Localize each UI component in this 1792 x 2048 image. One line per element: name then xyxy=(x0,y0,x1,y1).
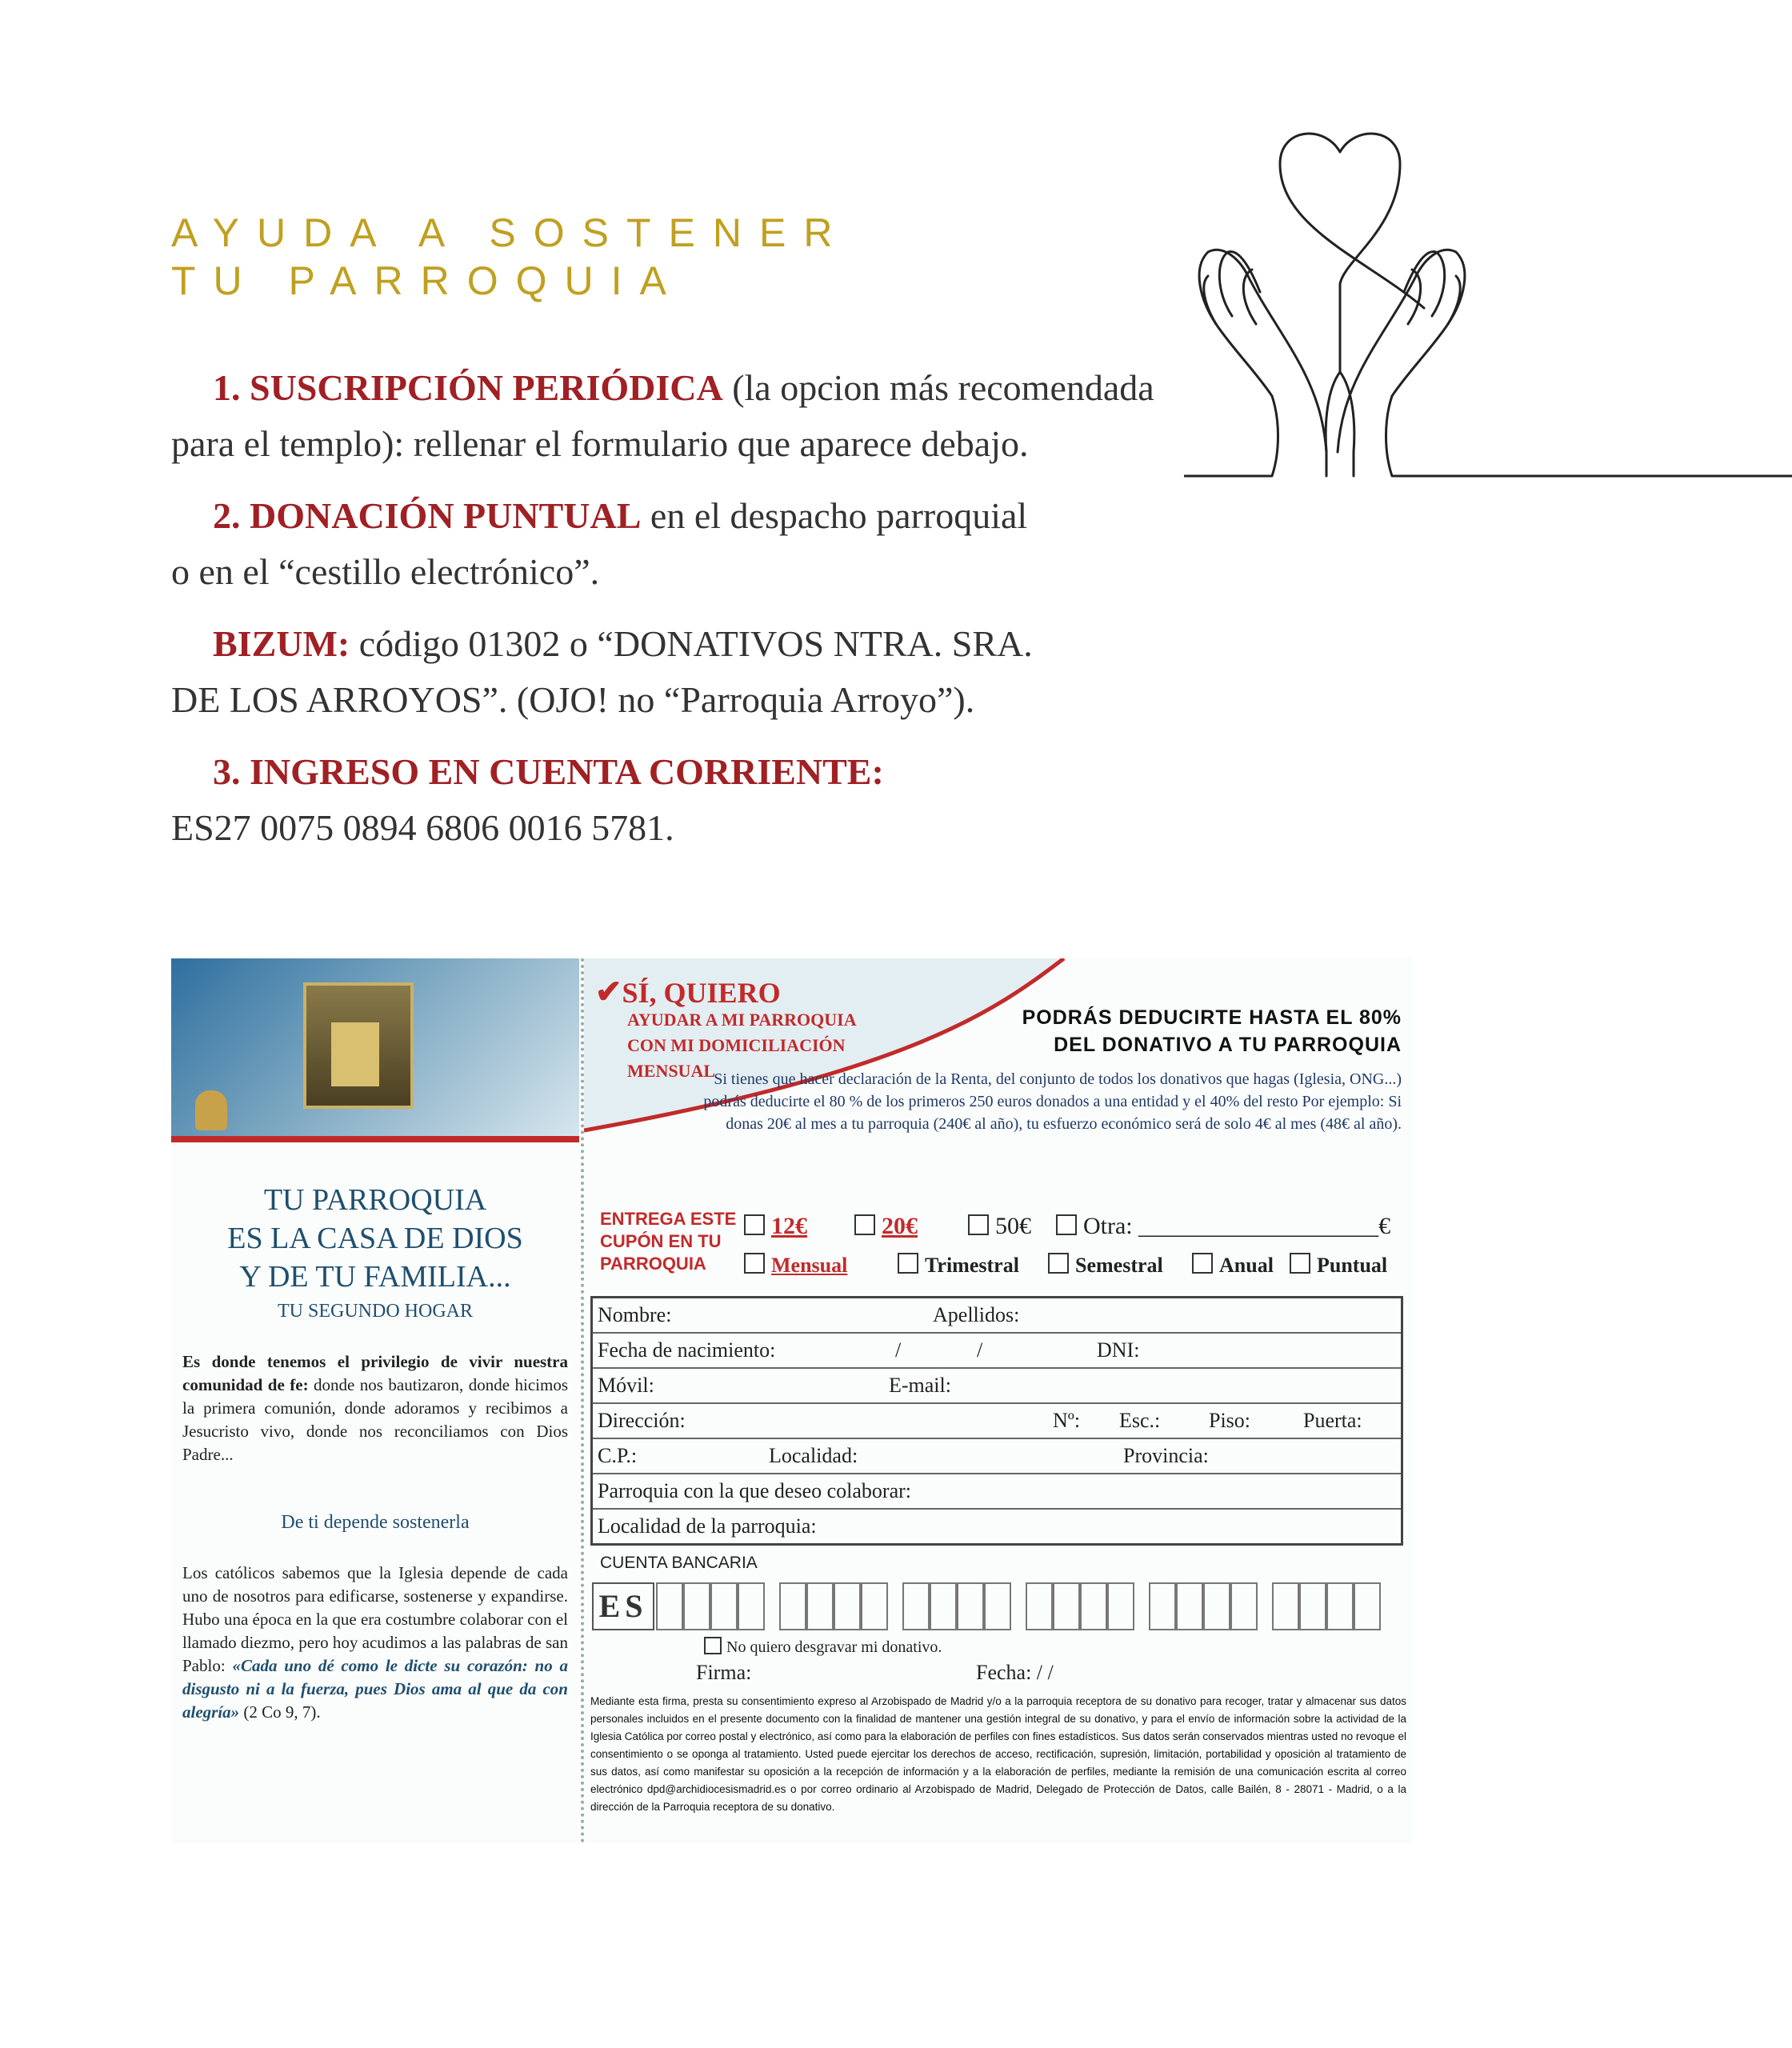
iban-number: ES27 0075 0894 6806 0016 5781. xyxy=(171,807,674,848)
iban-digit-cell[interactable] xyxy=(1026,1582,1053,1630)
tabernacle-shape xyxy=(331,1022,379,1086)
iban-digit-cell[interactable] xyxy=(930,1582,957,1630)
amount-50-checkbox[interactable] xyxy=(968,1213,1031,1240)
option-2-donation xyxy=(171,488,1307,600)
localidad-parroquia-label: Localidad de la parroquia: xyxy=(598,1514,817,1538)
row-parish-location[interactable] xyxy=(593,1510,1401,1543)
iban-digit-cell[interactable] xyxy=(806,1582,834,1630)
church-altar-photo xyxy=(171,958,579,1138)
option-3-heading: 3. INGRESO EN CUENTA CORRIENTE: xyxy=(213,751,884,792)
iban-digit-cell[interactable] xyxy=(683,1582,710,1630)
date-slash-1: / xyxy=(895,1338,902,1362)
iban-digit-cell[interactable] xyxy=(710,1582,738,1630)
option-3-bank-transfer xyxy=(171,744,1307,856)
left-body-1-bold: Es donde tenemos el privilegio de vivir nuestra comunidad de fe: xyxy=(182,1352,568,1394)
nombre-label: Nombre: xyxy=(598,1303,672,1326)
left-body-2-quote: «Cada uno dé como le dicte su corazón: no a disgusto ni a la fuerza, pues Dios ama al que da con alegría» xyxy=(182,1656,568,1722)
iban-digit-cell[interactable] xyxy=(1080,1582,1107,1630)
left-body-2 xyxy=(182,1562,568,1724)
personal-data-form xyxy=(590,1296,1403,1546)
left-title-3: Y DE TU FAMILIA... xyxy=(239,1260,511,1294)
iban-digit-cell[interactable] xyxy=(984,1582,1011,1630)
provincia-label: Provincia: xyxy=(1123,1444,1209,1467)
freq-mensual-label: Mensual xyxy=(771,1254,848,1277)
checkbox-icon xyxy=(744,1253,765,1274)
iban-digit-cell[interactable] xyxy=(1203,1582,1230,1630)
checkbox-icon xyxy=(704,1637,722,1654)
no-desgravar-checkbox[interactable] xyxy=(704,1637,942,1657)
deduction-explanation: Si tienes que hacer declaración de la Renta, del conjunto de todos los donativos que hagas (Iglesia, ONG...) podrás deducirte el 80 % de los primeros 250 euros donados a una entidad y el 40% del resto Por ejemplo: Si donas 20€ al mes a tu parroquia (240€ al año), tu esfuerzo económico será de solo 4€ al mes (48€ al año). xyxy=(703,1070,1402,1133)
freq-anual-label: Anual xyxy=(1219,1254,1274,1277)
donation-coupon xyxy=(171,958,1413,1843)
left-subtitle: De ti depende sostenerla xyxy=(281,1512,470,1533)
left-title-4: TU SEGUNDO HOGAR xyxy=(278,1301,473,1322)
row-address[interactable] xyxy=(593,1404,1401,1439)
iban-digit-cell[interactable] xyxy=(1053,1582,1080,1630)
localidad-label: Localidad: xyxy=(769,1444,858,1467)
checkbox-icon xyxy=(1048,1253,1069,1274)
amount-12-label: 12€ xyxy=(771,1213,807,1239)
amount-other-label: Otra: ____________________€ xyxy=(1083,1213,1391,1239)
coupon-left-panel xyxy=(171,958,579,1843)
si-quiero-line-1: AYUDAR A MI PARROQUIA xyxy=(627,1010,857,1030)
page-title-line2: TU PARROQUIA xyxy=(171,258,684,303)
freq-puntual-label: Puntual xyxy=(1317,1254,1388,1277)
deduction-headline-1: PODRÁS DEDUCIRTE HASTA EL 80% xyxy=(1022,1006,1402,1029)
freq-mensual-checkbox[interactable] xyxy=(744,1253,847,1278)
iban-digit-cell[interactable] xyxy=(738,1582,765,1630)
iban-digit-cell[interactable] xyxy=(1149,1582,1176,1630)
left-title-1: TU PARROQUIA xyxy=(263,1183,487,1217)
figure-shape xyxy=(195,1090,227,1130)
freq-trimestral-label: Trimestral xyxy=(925,1254,1019,1277)
entrega-label xyxy=(600,1208,736,1275)
row-location[interactable] xyxy=(593,1439,1401,1474)
iban-digit-cell[interactable] xyxy=(1230,1582,1258,1630)
iban-digit-cell[interactable] xyxy=(779,1582,806,1630)
checkbox-icon xyxy=(1290,1253,1310,1274)
iban-digit-cell[interactable] xyxy=(1354,1582,1381,1630)
bizum-heading: BIZUM: xyxy=(213,623,350,664)
piso-label: Piso: xyxy=(1209,1409,1251,1432)
left-body-2-ref: (2 Co 9, 7). xyxy=(239,1702,321,1722)
parroquia-label: Parroquia con la que deseo colaborar: xyxy=(598,1479,912,1502)
page-title-line1: AYUDA A SOSTENER xyxy=(171,210,850,255)
fecha-nac-label: Fecha de nacimiento: xyxy=(598,1338,776,1362)
amount-other-field[interactable] xyxy=(1056,1213,1390,1240)
freq-semestral-checkbox[interactable] xyxy=(1048,1253,1163,1278)
deduction-headline-2: DEL DONATIVO A TU PARROQUIA xyxy=(1054,1034,1402,1056)
iban-digit-cell[interactable] xyxy=(957,1582,984,1630)
amount-20-checkbox[interactable] xyxy=(854,1213,918,1240)
iban-field[interactable] xyxy=(592,1582,1400,1630)
iban-digit-cell[interactable] xyxy=(656,1582,683,1630)
amount-50-label: 50€ xyxy=(995,1213,1031,1239)
iban-digit-cell[interactable] xyxy=(861,1582,888,1630)
row-parish[interactable] xyxy=(593,1474,1401,1510)
cp-label: C.P.: xyxy=(598,1444,638,1467)
checkbox-icon xyxy=(968,1214,989,1235)
cuenta-bancaria-label: CUENTA BANCARIA xyxy=(600,1554,758,1572)
checkbox-icon xyxy=(898,1253,918,1274)
red-divider xyxy=(171,1136,579,1142)
bizum-text-a: código 01302 o “DONATIVOS NTRA. SRA. xyxy=(350,623,1033,664)
fecha-field[interactable]: Fecha: / / xyxy=(976,1661,1054,1684)
entrega-line-3: PARROQUIA xyxy=(600,1254,706,1274)
date-slash-2: / xyxy=(977,1338,983,1362)
freq-semestral-label: Semestral xyxy=(1075,1254,1163,1277)
iban-digit-cell[interactable] xyxy=(902,1582,930,1630)
si-quiero-line-3: MENSUAL xyxy=(627,1061,716,1081)
left-body-1 xyxy=(182,1350,568,1466)
iban-digit-cell[interactable] xyxy=(1272,1582,1299,1630)
firma-field[interactable]: Firma: xyxy=(696,1661,752,1684)
freq-trimestral-checkbox[interactable] xyxy=(898,1253,1019,1278)
option-2-heading: 2. DONACIÓN PUNTUAL xyxy=(213,495,642,536)
checkbox-icon xyxy=(744,1214,765,1235)
left-body-2-text: Los católicos sabemos que la Iglesia depende de cada uno de nosotros para edificarse, sostenerse y expandirse. Hubo una época en la que era costumbre colaborar con el llamado diezmo, pero hoy acudimos a las palabras de san Pablo: xyxy=(182,1563,568,1675)
amount-20-label: 20€ xyxy=(882,1213,918,1239)
dni-label: DNI: xyxy=(1097,1338,1140,1362)
apellidos-label: Apellidos: xyxy=(933,1303,1020,1326)
no-desgravar-label: No quiero desgravar mi donativo. xyxy=(726,1638,942,1656)
numero-label: Nº: xyxy=(1053,1409,1081,1432)
option-1-text-a: (la opcion más recomendada xyxy=(722,367,1154,408)
escalera-label: Esc.: xyxy=(1119,1409,1161,1432)
checkbox-icon xyxy=(1056,1214,1077,1235)
freq-puntual-checkbox[interactable] xyxy=(1290,1253,1387,1278)
legal-notice: Mediante esta firma, presta su consentimiento expreso al Arzobispado de Madrid y/o a la parroquia receptora de su donativo para recoger, tratar y almacenar sus datos personales incluidos en el presente documento con la finalidad de mantener una gestión integral de su donativo, y para el envío de información sobre la actividad de la Iglesia Católica por correo postal y electrónico, así como para la elaboración de perfiles con fines estadísticos. Sus datos serán conservados mientras usted no revoque el consentimiento o se oponga al tratamiento. Usted puede ejercitar los derechos de acceso, rectificación, supresión, limitación, portabilidad y oposición al tratamiento de sus datos, así como manifestar su oposición a la recepción de información y a la elaboración de perfiles, mediante la remisión de una comunicación escrita al correo electrónico dpd@archidiocesismadrid.es o por correo ordinario al Arzobispado de Madrid, Delegado de Protección de Datos, calle Bailén, 8 - 28071 - Madrid, o a la dirección de la Parroquia receptora de su donativo. xyxy=(590,1695,1406,1813)
amount-12-checkbox[interactable] xyxy=(744,1213,807,1240)
option-1-heading: 1. SUSCRIPCIÓN PERIÓDICA xyxy=(213,367,723,408)
entrega-line-2: CUPÓN EN TU xyxy=(600,1231,722,1251)
si-quiero-text: SÍ, QUIERO xyxy=(622,977,781,1009)
iban-digit-cell[interactable] xyxy=(1326,1582,1354,1630)
check-icon: ✔ xyxy=(595,974,622,1010)
coupon-form-panel xyxy=(584,958,1413,1843)
email-label: E-mail: xyxy=(889,1374,951,1397)
iban-digit-cell[interactable] xyxy=(1176,1582,1203,1630)
row-contact[interactable] xyxy=(593,1369,1401,1404)
left-title-2: ES LA CASA DE DIOS xyxy=(227,1222,523,1255)
bizum-info xyxy=(171,616,1307,728)
puerta-label: Puerta: xyxy=(1303,1409,1362,1432)
bizum-text-b: DE LOS ARROYOS”. (OJO! no “Parroquia Arroyo”). xyxy=(171,679,975,720)
movil-label: Móvil: xyxy=(598,1374,654,1397)
si-quiero-line-2: CON MI DOMICILIACIÓN xyxy=(627,1035,846,1055)
option-1-text-b: para el templo): rellenar el formulario que aparece debajo. xyxy=(171,423,1029,464)
iban-prefix: ES xyxy=(592,1582,654,1630)
checkbox-icon xyxy=(854,1214,875,1235)
direccion-label: Dirección: xyxy=(598,1409,686,1432)
entrega-line-1: ENTREGA ESTE xyxy=(600,1209,737,1229)
iban-digit-cell[interactable] xyxy=(1107,1582,1134,1630)
freq-anual-checkbox[interactable] xyxy=(1192,1253,1274,1278)
left-body-1-text: donde nos bautizaron, donde hicimos la primera comunión, donde adoramos y recibimos a Jesucristo vivo, donde nos reconciliamos con Dios Padre... xyxy=(182,1375,568,1464)
iban-digit-cell[interactable] xyxy=(1299,1582,1326,1630)
iban-digit-cell[interactable] xyxy=(834,1582,861,1630)
row-birth-dni[interactable] xyxy=(593,1334,1401,1369)
option-1-subscription xyxy=(171,360,1307,472)
row-name[interactable] xyxy=(593,1298,1401,1334)
checkbox-icon xyxy=(1192,1253,1213,1274)
option-2-text-a: en el despacho parroquial xyxy=(641,495,1028,536)
si-quiero-heading xyxy=(595,973,781,1010)
option-2-text-b: o en el “cestillo electrónico”. xyxy=(171,551,600,592)
